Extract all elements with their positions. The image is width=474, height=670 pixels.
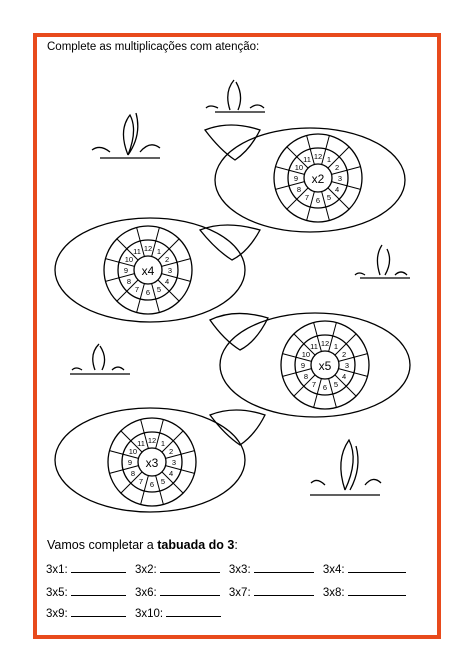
wheel-number: 12 [147,436,157,445]
wheel-number: 10 [124,255,134,264]
wheel-number: 7 [311,380,317,390]
wheel-number: 6 [149,480,155,489]
seaweed-icon [92,113,160,158]
wheel-number: 3 [344,361,350,370]
wheel-number: 4 [334,185,340,194]
whale-tail-icon [210,313,268,350]
wheel-label: x5 [318,359,332,373]
wheel-number: 5 [333,380,339,390]
wheel-number: 11 [303,154,311,164]
wheel-number: 4 [168,469,174,478]
wheel-label: x2 [311,172,325,186]
wheel-number: 6 [145,288,151,297]
wheel-number: 1 [156,246,162,256]
seaweed-icon [355,245,410,278]
exercise-row-2 [46,585,412,599]
exercise-label: 3x7: [228,587,251,599]
wheel-number: 7 [138,477,144,487]
multiplication-wheel [108,418,196,506]
exercise-label: 3x6: [134,587,157,599]
answer-blank[interactable] [71,562,126,573]
answer-blank[interactable] [160,585,220,596]
wheel-number: 1 [326,154,332,164]
wheel-number: 8 [296,185,302,194]
whale-illustration [40,70,432,530]
wheel-label: x3 [145,456,159,470]
exercise-row-3 [46,606,227,620]
wheel-number: 9 [123,266,129,275]
wheel-number: 7 [134,285,140,295]
exercise-label: 3x9: [46,608,68,620]
exercise-label: 3x3: [228,564,251,576]
wheel-number: 11 [137,438,145,448]
wheel-number: 8 [303,372,309,381]
seaweed-icon [70,344,130,374]
wheel-number: 10 [301,350,311,359]
answer-blank[interactable] [348,585,406,596]
wheel-number: 3 [337,174,343,183]
answer-blank[interactable] [348,562,406,573]
wheel-label: x4 [141,264,155,278]
answer-blank[interactable] [254,585,314,596]
exercise-label: 3x5: [46,587,68,599]
seaweed-icon [310,440,381,495]
multiplication-wheel [104,226,192,314]
instructions-text: Complete as multiplicações com atenção: [47,41,260,53]
exercise-label: 3x10: [134,608,164,620]
wheel-number: 9 [293,174,299,183]
subtitle-bold: tabuada do 3 [157,538,235,552]
multiplication-wheel [281,321,369,409]
exercise-label: 3x1: [46,564,68,576]
answer-blank[interactable] [166,606,221,617]
wheel-number: 4 [341,372,347,381]
wheel-number: 2 [341,350,347,359]
wheel-number: 8 [130,469,136,478]
whale-tail-icon [205,125,260,160]
answer-blank[interactable] [71,585,126,596]
seaweed-icon [206,80,265,112]
wheel-number: 12 [313,152,323,161]
exercise-label: 3x4: [322,564,345,576]
exercise-label: 3x8: [322,587,345,599]
answer-blank[interactable] [160,562,220,573]
wheel-number: 5 [156,285,162,295]
wheel-number: 3 [167,266,173,275]
subtitle: Vamos completar a tabuada do 3: [47,538,238,552]
wheel-number: 2 [164,255,170,264]
answer-blank[interactable] [71,606,126,617]
wheel-number: 1 [333,341,339,351]
wheel-number: 11 [310,341,318,351]
wheel-number: 7 [304,193,310,203]
wheel-number: 3 [171,458,177,467]
multiplication-wheel [274,134,362,222]
wheel-number: 4 [164,277,170,286]
wheel-number: 9 [127,458,133,467]
wheel-number: 10 [294,163,304,172]
wheel-number: 5 [160,477,166,487]
wheel-number: 2 [334,163,340,172]
wheel-number: 5 [326,193,332,203]
wheel-number: 8 [126,277,132,286]
wheel-number: 12 [143,244,153,253]
wheel-number: 12 [320,339,330,348]
answer-blank[interactable] [254,562,314,573]
wheel-number: 2 [168,447,174,456]
wheel-number: 9 [300,361,306,370]
wheel-number: 6 [322,383,328,392]
exercise-label: 3x2: [134,564,157,576]
wheel-number: 10 [128,447,138,456]
wheel-number: 6 [315,196,321,205]
wheel-number: 1 [160,438,166,448]
wheel-number: 11 [133,246,141,256]
exercise-row-1 [46,562,412,576]
